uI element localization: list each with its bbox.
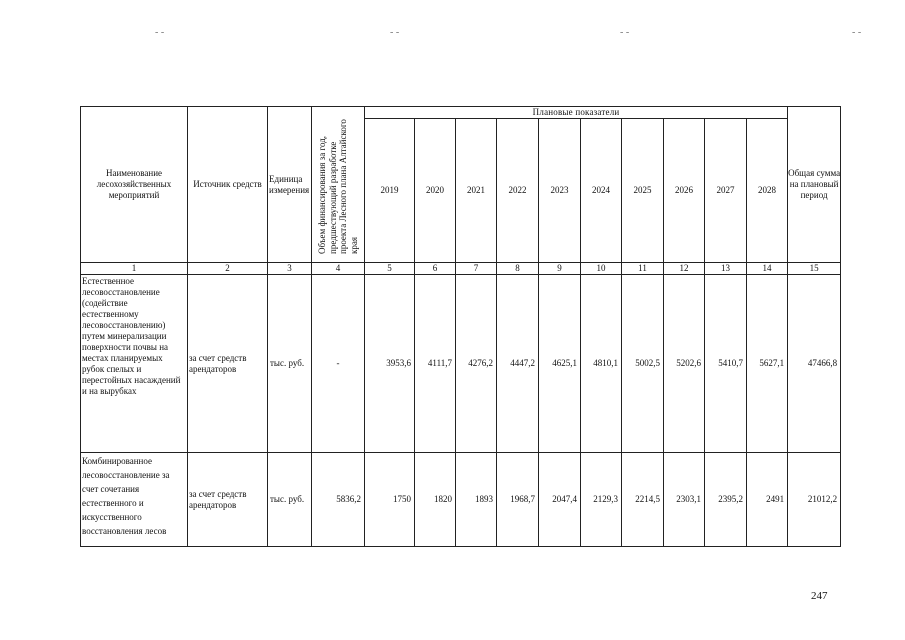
total-value: 47466,8 bbox=[788, 275, 841, 453]
header-volume-cell bbox=[312, 107, 365, 263]
financing-table bbox=[80, 106, 841, 547]
prior-year-volume: 5836,2 bbox=[312, 453, 365, 547]
column-number: 3 bbox=[268, 263, 312, 275]
year-header: 2023 bbox=[539, 119, 581, 263]
column-number: 1 bbox=[81, 263, 188, 275]
year-value: 2395,2 bbox=[705, 453, 747, 547]
year-value: 4810,1 bbox=[581, 275, 622, 453]
year-value: 4276,2 bbox=[456, 275, 497, 453]
year-value: 1893 bbox=[456, 453, 497, 547]
column-number: 11 bbox=[622, 263, 664, 275]
unit-of-measure: тыс. руб. bbox=[268, 275, 312, 453]
year-header: 2026 bbox=[664, 119, 705, 263]
year-value: 5410,7 bbox=[705, 275, 747, 453]
activity-name: Естественное лесовосстановление (содействие естественному лесовосстановлению) путем минерализации поверхности почвы на местах планируемых рубок спелых и перестойных насаждений и на вырубках bbox=[81, 275, 188, 453]
year-value: 1968,7 bbox=[497, 453, 539, 547]
activity-name: Комбинированное лесовосстановление за счет сочетания естественного и искусственного восстановления лесов bbox=[81, 453, 188, 547]
year-header: 2025 bbox=[622, 119, 664, 263]
total-value: 21012,2 bbox=[788, 453, 841, 547]
column-number: 7 bbox=[456, 263, 497, 275]
year-header: 2019 bbox=[365, 119, 415, 263]
header-row-top bbox=[81, 107, 841, 119]
column-number: 4 bbox=[312, 263, 365, 275]
year-header: 2024 bbox=[581, 119, 622, 263]
column-number: 5 bbox=[365, 263, 415, 275]
unit-of-measure: тыс. руб. bbox=[268, 453, 312, 547]
year-header: 2027 bbox=[705, 119, 747, 263]
column-number: 9 bbox=[539, 263, 581, 275]
header-volume: Объем финансирования за год, предшествующий разработке проекта Лесного плана Алтайского края bbox=[317, 118, 359, 254]
year-value: 4447,2 bbox=[497, 275, 539, 453]
year-header: 2028 bbox=[747, 119, 788, 263]
column-number: 12 bbox=[664, 263, 705, 275]
year-value: 2491 bbox=[747, 453, 788, 547]
header-source: Источник средств bbox=[188, 107, 268, 263]
year-value: 2047,4 bbox=[539, 453, 581, 547]
year-value: 2303,1 bbox=[664, 453, 705, 547]
column-number: 8 bbox=[497, 263, 539, 275]
column-number: 15 bbox=[788, 263, 841, 275]
column-number: 2 bbox=[188, 263, 268, 275]
scan-speck: - - bbox=[155, 27, 165, 38]
column-number: 10 bbox=[581, 263, 622, 275]
header-unit: Единица измерения bbox=[268, 107, 312, 263]
year-value: 5002,5 bbox=[622, 275, 664, 453]
year-value: 4625,1 bbox=[539, 275, 581, 453]
year-value: 3953,6 bbox=[365, 275, 415, 453]
scan-speck: - - bbox=[390, 27, 400, 38]
column-number: 6 bbox=[415, 263, 456, 275]
header-total: Общая сумма на плановый период bbox=[788, 107, 841, 263]
funding-source: за счет средств арендаторов bbox=[188, 275, 268, 453]
year-value: 5202,6 bbox=[664, 275, 705, 453]
year-header: 2022 bbox=[497, 119, 539, 263]
header-planned: Плановые показатели bbox=[365, 107, 788, 119]
column-numbers-row bbox=[81, 263, 841, 275]
year-header: 2021 bbox=[456, 119, 497, 263]
header-name: Наименование лесохозяйственных мероприятий bbox=[81, 107, 188, 263]
prior-year-volume: - bbox=[312, 275, 365, 453]
page-number: 247 bbox=[811, 590, 828, 602]
scan-speck: - - bbox=[852, 27, 862, 38]
year-value: 2214,5 bbox=[622, 453, 664, 547]
year-value: 5627,1 bbox=[747, 275, 788, 453]
year-header: 2020 bbox=[415, 119, 456, 263]
scan-speck: - - bbox=[620, 27, 630, 38]
year-value: 4111,7 bbox=[415, 275, 456, 453]
table-row bbox=[81, 453, 841, 547]
funding-source: за счет средств арендаторов bbox=[188, 453, 268, 547]
year-value: 1820 bbox=[415, 453, 456, 547]
column-number: 14 bbox=[747, 263, 788, 275]
column-number: 13 bbox=[705, 263, 747, 275]
year-value: 2129,3 bbox=[581, 453, 622, 547]
year-value: 1750 bbox=[365, 453, 415, 547]
table-row bbox=[81, 275, 841, 453]
